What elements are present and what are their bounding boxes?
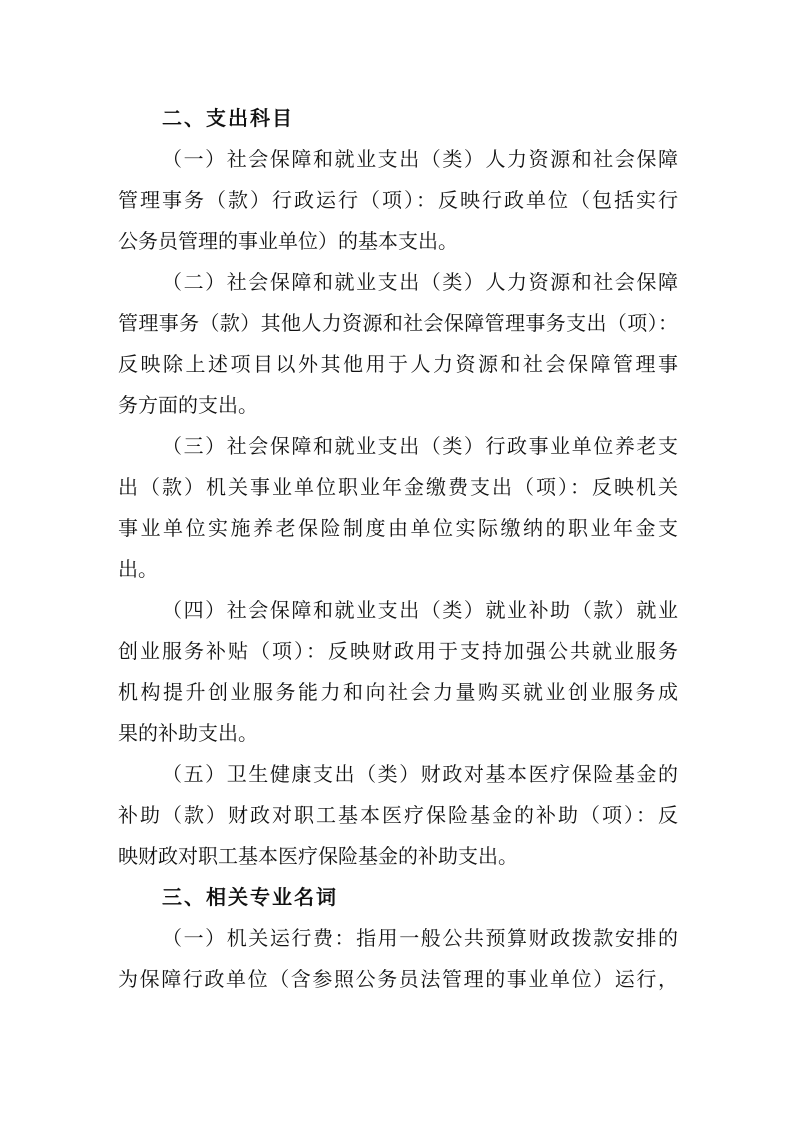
text-line: 机构提升创业服务能力和向社会力量购买就业创业服务成 [118, 680, 678, 704]
paragraph-item-1 [118, 139, 678, 262]
text-line: 为保障行政单位（含参照公务员法管理的事业单位）运行， [118, 967, 678, 991]
text-line: 出。 [118, 557, 158, 581]
document-body [118, 98, 678, 1000]
text-line: 补助（款）财政对职工基本医疗保险基金的补助（项）：反 [118, 803, 678, 827]
text-line: 映财政对职工基本医疗保险基金的补助支出。 [118, 844, 518, 868]
text-line: 管理事务（款）行政运行（项）：反映行政单位（包括实行 [118, 188, 678, 212]
text-line: 公务员管理的事业单位）的基本支出。 [118, 229, 458, 253]
text-line: （三）社会保障和就业支出（类）行政事业单位养老支 [162, 434, 678, 458]
text-line: 管理事务（款）其他人力资源和社会保障管理事务支出（项）： [118, 311, 678, 335]
paragraph-term-1 [118, 918, 678, 1000]
section-heading-related-terms: 三、相关专业名词 [162, 885, 338, 909]
paragraph-item-5 [118, 754, 678, 877]
paragraph-item-4 [118, 590, 678, 754]
text-line: 事业单位实施养老保险制度由单位实际缴纳的职业年金支 [118, 516, 678, 540]
paragraph-item-2 [118, 262, 678, 426]
text-line: 务方面的支出。 [118, 393, 258, 417]
text-line: 出（款）机关事业单位职业年金缴费支出（项）：反映机关 [118, 475, 678, 499]
text-line: （一）机关运行费：指用一般公共预算财政拨款安排的 [162, 926, 678, 950]
section-heading-expenditure-items: 二、支出科目 [162, 106, 294, 130]
paragraph-item-3 [118, 426, 678, 590]
text-line: 反映除上述项目以外其他用于人力资源和社会保障管理事 [118, 352, 678, 376]
text-line: （五）卫生健康支出（类）财政对基本医疗保险基金的 [162, 762, 678, 786]
text-line: （二）社会保障和就业支出（类）人力资源和社会保障 [162, 270, 678, 294]
text-line: 创业服务补贴（项）：反映财政用于支持加强公共就业服务 [118, 639, 678, 663]
text-line: （四）社会保障和就业支出（类）就业补助（款）就业 [162, 598, 678, 622]
text-line: （一）社会保障和就业支出（类）人力资源和社会保障 [162, 147, 678, 171]
text-line: 果的补助支出。 [118, 721, 258, 745]
